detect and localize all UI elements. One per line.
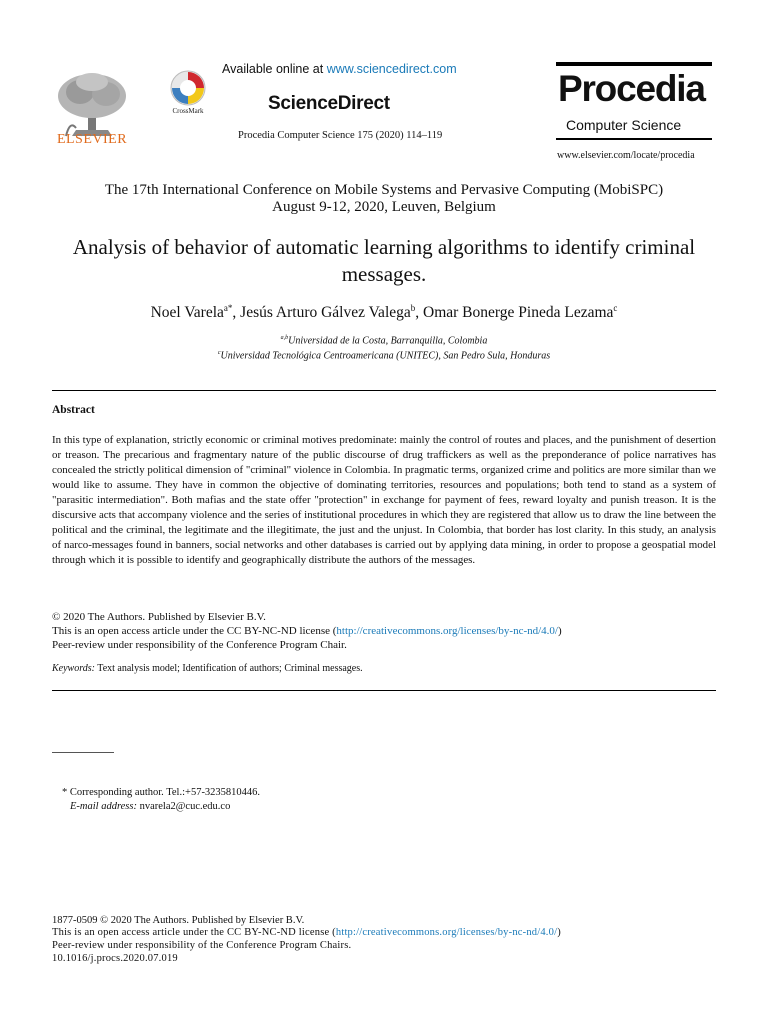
abstract-body: In this type of explanation, strictly economic or criminal motives predominate: mainly the control of routes and places, and the punishment of desertion or treason. The precarious and fragmentary nature of the public discourse of drug traffickers as well as the preponderance of police narratives has concealed the strictly political dimension of "criminal" violence in Colombia. In pragmatic terms, organized crime and politics are more similar than we would like to assume. They have in common the objective of dominating territories, resources and populations; both tend to stand as a system of "parasitic intermediation". Both mafias and the state offer "protection" in exchange for payment of fees, reward loyalty and punish treason. It is the discursive acts that accompany violence and the series of institutional procedures in which they are registered that allow us to draw the line between the political and the criminal, the legitimate and the illegitimate, the just and the unjust. In Colombia, that border has lost clarity. In this study, an analysis of narco-messages found in banners, social networks and other databases is carried out by applying data mining, in order to propose a geospatial model through which it is possible to identify and geographically distribute the authors of the messages. [52,434,716,566]
affiliation [40,335,728,346]
author-affiliation-mark: a* [223,303,233,313]
author-affiliation-mark: c [613,303,618,313]
affiliation [40,350,728,361]
corresponding-author: * Corresponding author. Tel.:+57-3235810446. [62,787,261,798]
email-label: E-mail address: [70,801,137,812]
conference-name: The 17th International Conference on Mobile Systems and Pervasive Computing (MobiSPC) [104,182,664,198]
footer-peer-review: Peer-review under responsibility of the Conference Program Chairs. [52,940,352,951]
section-divider [52,690,716,691]
keywords-text: Text analysis model; Identification of authors; Criminal messages. [94,663,363,674]
procedia-wordmark: Procedia [558,68,705,109]
copyright-notice: © 2020 The Authors. Published by Elsevier B.V. [52,611,266,623]
keywords-label: Keywords: [52,663,95,674]
footer-license-prefix: This is an open access article under the CC BY-NC-ND license ( [52,927,336,938]
crossmark-label: CrossMark [172,107,204,115]
procedia-rule [556,138,712,140]
affiliation-text: Universidad de la Costa, Barranquilla, Colombia [288,335,488,347]
conference-info [40,182,728,216]
available-prefix: Available online at [222,62,327,76]
license-link[interactable]: http://creativecommons.org/licenses/by-nc-nd/4.0/ [336,625,558,637]
license-prefix: This is an open access article under the CC BY-NC-ND license ( [52,625,337,637]
journal-url: www.elsevier.com/locate/procedia [557,150,695,161]
procedia-subtitle: Computer Science [566,117,682,133]
abstract-heading: Abstract [52,404,95,416]
author-name: Omar Bonerge Pineda Lezama [423,304,614,322]
journal-reference: Procedia Computer Science 175 (2020) 114–119 [238,130,443,141]
sciencedirect-link[interactable]: www.sciencedirect.com [326,62,457,76]
email-value[interactable]: nvarela2@cuc.edu.co [136,801,231,812]
peer-review-notice: Peer-review under responsibility of the Conference Program Chair. [52,639,347,651]
footer-license-link[interactable]: http://creativecommons.org/licenses/by-nc-nd/4.0/ [335,927,558,938]
license-notice [52,625,562,637]
author-list: Noel Varela$^{a*}$, Jesús Arturo Gálvez Valega$^b$, Omar Bonerge Pineda Lezama$^c$ [150,303,618,322]
conference-date-location: August 9-12, 2020, Leuven, Belgium [272,199,496,215]
footer-license-suffix: ) [557,927,561,938]
email-address [70,801,230,812]
footer-license [52,927,561,938]
keywords [52,663,363,674]
author-name: Jesús Arturo Gálvez Valega [240,304,411,322]
affiliation-text: Universidad Tecnológica Centroamericana (UNITEC), San Pedro Sula, Honduras [220,350,551,362]
issn-copyright: 1877-0509 © 2020 The Authors. Published by Elsevier B.V. [52,915,305,926]
available-online-line [222,62,457,76]
license-suffix: ) [558,625,562,637]
paper-title: Analysis of behavior of automatic learning algorithms to identify criminal messages. [72,235,696,286]
elsevier-wordmark: ELSEVIER [56,132,128,147]
footnote-divider [52,752,114,753]
section-divider [52,390,716,391]
sciencedirect-wordmark: ScienceDirect [268,93,390,114]
author-affiliation-mark: b [410,303,416,313]
author-name: Noel Varela [150,304,224,322]
affiliation-mark: c [217,350,221,356]
affiliation-mark: a,b [280,335,289,341]
doi[interactable]: 10.1016/j.procs.2020.07.019 [52,953,178,964]
